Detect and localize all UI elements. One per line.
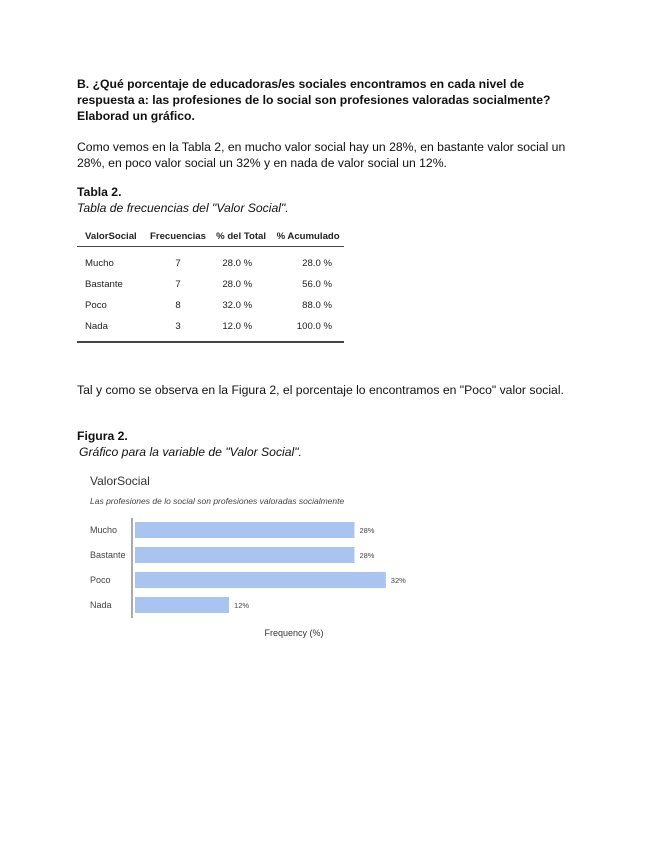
- cell-pct-acumulado: 56.0 %: [302, 279, 332, 290]
- chart-subtitle: Las profesiones de lo social son profesiones valoradas socialmente: [90, 496, 345, 506]
- header-frecuencias: Frecuencias: [146, 225, 210, 247]
- header-pct-acumulado: % Acumulado: [272, 225, 344, 247]
- chart-title: ValorSocial: [90, 474, 150, 488]
- table-row: [77, 316, 344, 342]
- bar-bastante: [135, 547, 354, 563]
- cell-pct-total: 28.0 %: [222, 258, 253, 269]
- table-row: [77, 274, 344, 295]
- table-row: [77, 295, 344, 316]
- table-header-row: [77, 225, 344, 247]
- cell-pct-total: 32.0 %: [222, 300, 253, 311]
- cell-valor: Nada: [77, 316, 146, 342]
- category-label-bastante: Bastante: [90, 550, 126, 560]
- value-label-poco: 32%: [390, 576, 406, 585]
- cell-pct-acumulado: 88.0 %: [302, 300, 332, 311]
- cell-frecuencia: 7: [175, 279, 181, 290]
- table-row: [77, 247, 344, 275]
- header-pct-total: % del Total: [210, 225, 272, 247]
- category-label-mucho: Mucho: [90, 525, 118, 535]
- cell-valor: Mucho: [85, 258, 114, 269]
- cell-frecuencia: 8: [175, 300, 181, 311]
- intro-paragraph: Como vemos en la Tabla 2, en mucho valor social hay un 28%, en bastante valor social un 28%, en poco valor social un 32% y en nada de valor social un 12%.: [77, 140, 566, 170]
- question-heading: B. ¿Qué porcentaje de educadoras/es sociales encontramos en cada nivel de respuesta a: las profesiones de lo social son profesiones valoradas socialmente? Elaborad un gráfico.: [77, 77, 551, 123]
- x-axis-label: Frequency (%): [264, 628, 324, 638]
- bar-mucho: [135, 522, 354, 538]
- value-label-bastante: 28%: [359, 551, 375, 560]
- cell-pct-total: 28.0 %: [222, 279, 253, 290]
- value-label-mucho: 28%: [359, 526, 375, 535]
- observation-paragraph: Tal y como se observa en la Figura 2, el porcentaje lo encontramos en "Poco" valor social.: [77, 383, 564, 397]
- figure-caption: Gráfico para la variable de "Valor Social".: [79, 445, 302, 459]
- value-label-nada: 12%: [234, 601, 250, 610]
- category-label-poco: Poco: [90, 575, 111, 585]
- cell-pct-acumulado: 100.0 %: [272, 316, 344, 342]
- bar-chart-svg: [70, 465, 470, 650]
- cell-valor: Poco: [85, 300, 107, 311]
- table-caption: Tabla de frecuencias del "Valor Social".: [77, 201, 289, 215]
- bar-nada: [135, 597, 229, 613]
- cell-pct-total: 12.0 %: [210, 316, 272, 342]
- category-label-nada: Nada: [90, 600, 112, 610]
- bars-group: [90, 522, 406, 613]
- bar-poco: [135, 572, 386, 588]
- header-valor-social: ValorSocial: [77, 225, 146, 247]
- frequency-table: [77, 225, 344, 343]
- figure-label: Figura 2.: [77, 429, 128, 443]
- table-label: Tabla 2.: [77, 185, 122, 199]
- cell-frecuencia: 7: [175, 258, 181, 269]
- cell-pct-acumulado: 28.0 %: [302, 258, 332, 269]
- cell-frecuencia: 3: [146, 316, 210, 342]
- valor-social-chart: [70, 465, 470, 655]
- cell-valor: Bastante: [85, 279, 123, 290]
